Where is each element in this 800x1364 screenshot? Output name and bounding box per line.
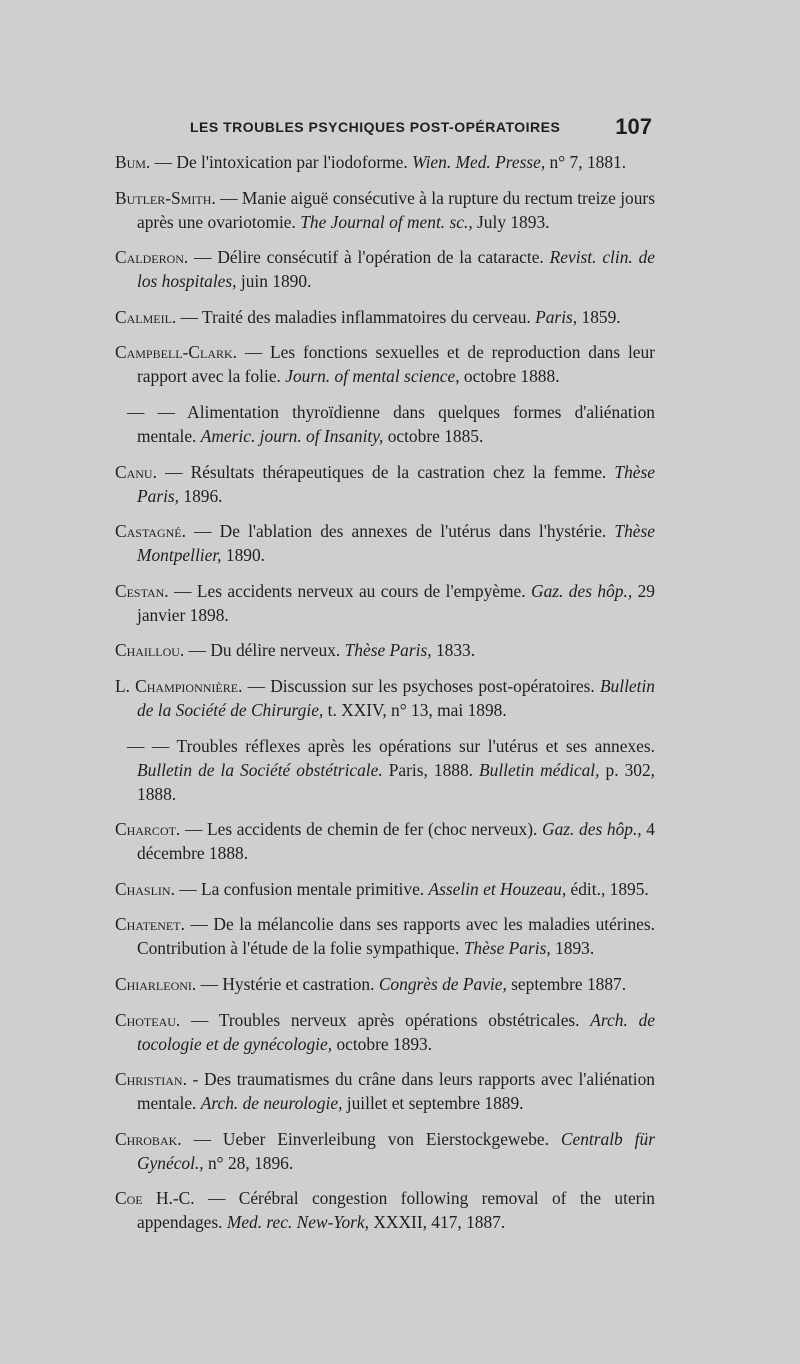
entry-author: Calderon. xyxy=(115,247,189,268)
bibliography-entry xyxy=(115,340,655,388)
entry-source: Thèse Paris, xyxy=(344,640,432,661)
bibliography-entry xyxy=(115,186,655,234)
bibliography-entry xyxy=(115,638,655,662)
entry-text: — Les accidents nerveux au cours de l'empyème. xyxy=(168,580,532,601)
entry-author: Chrobak. xyxy=(115,1128,182,1149)
entry-text: édit., 1895. xyxy=(566,878,649,899)
entry-source: Gaz. des hôp., xyxy=(531,580,633,601)
entry-author: Castagné. xyxy=(115,521,186,542)
entry-source: Asselin et Houzeau, xyxy=(428,878,567,899)
bibliography-entry xyxy=(115,1008,655,1056)
entry-source: Paris, xyxy=(535,306,578,327)
entry-source: Revist. clin. de los hospitales, xyxy=(137,247,656,292)
bibliography-entry xyxy=(115,817,655,865)
bibliography-entry xyxy=(115,579,655,627)
entry-author: Canu. xyxy=(115,461,157,482)
entry-text: octobre 1885. xyxy=(383,425,484,446)
entry-source: Med. rec. New-York, xyxy=(226,1212,369,1233)
entry-text: — Les accidents de chemin de fer (choc nerveux). xyxy=(180,819,543,840)
entry-source: Wien. Med. Presse, xyxy=(412,152,546,172)
entry-source: Journ. of mental science, xyxy=(285,366,460,387)
entry-text: 1833. xyxy=(431,640,476,661)
entry-source: Thèse Paris, xyxy=(463,938,551,959)
entry-author: — — xyxy=(127,401,175,422)
entry-text: juillet et septembre 1889. xyxy=(342,1093,524,1114)
bibliography-entry xyxy=(115,1127,655,1175)
entry-author: Cestan. xyxy=(115,580,169,601)
entry-text: - Des traumatismes du crâne dans leurs rapports avec l'aliénation mentale. xyxy=(137,1069,655,1114)
page-header xyxy=(112,116,652,140)
bibliography-entry xyxy=(115,877,655,901)
entry-text: juin 1890. xyxy=(236,271,312,292)
entry-text: p. 302, 1888. xyxy=(137,759,655,804)
entry-author: Charcot. xyxy=(115,819,181,840)
bibliography-entry xyxy=(115,305,655,329)
entry-author: Choteau. xyxy=(115,1009,181,1030)
entry-source: Thèse Montpellier, xyxy=(137,521,655,566)
entry-text: 1859. xyxy=(577,306,621,327)
entry-source: Congrès de Pavie, xyxy=(378,973,507,994)
entry-author: Chatenet. xyxy=(115,914,185,935)
bibliography-entry xyxy=(115,150,655,174)
entry-text: 1896. xyxy=(179,485,223,506)
entry-text: — Délire consécutif à l'opération de la cataracte. xyxy=(188,247,550,268)
entry-text: July 1893. xyxy=(472,211,550,232)
entry-author: Chaslin. xyxy=(115,878,175,899)
bibliography-entry xyxy=(115,912,655,960)
bibliography-entry xyxy=(115,1186,655,1234)
entry-text: septembre 1887. xyxy=(506,973,627,994)
entry-text: — Traité des maladies inflammatoires du cerveau. xyxy=(176,306,536,327)
bibliography-entry xyxy=(115,734,655,806)
entry-author: Butler-Smith. xyxy=(115,187,216,208)
bibliography-entry xyxy=(115,460,655,508)
entry-author: L. Championnière. xyxy=(115,675,243,696)
page-number: 107 xyxy=(615,114,652,139)
entry-text: — Du délire nerveux. xyxy=(184,640,345,661)
entry-source: Centralb für Gynécol., xyxy=(137,1128,655,1173)
entry-text: — Manie aiguë consécutive à la rupture du rectum treize jours après une ovariotomie. xyxy=(137,187,655,232)
bibliography-list xyxy=(115,150,655,1246)
entry-text: Troubles réflexes après les opérations sur l'utérus et ses annexes. xyxy=(169,735,655,756)
entry-source: Arch. de tocologie et de gynécologie, xyxy=(137,1009,655,1054)
bibliography-entry xyxy=(115,1067,655,1115)
entry-author: Campbell-Clark. xyxy=(115,342,238,363)
entry-text: 4 décembre 1888. xyxy=(137,819,655,864)
entry-text: — Hystérie et castration. xyxy=(196,973,379,994)
entry-source: Gaz. des hôp., xyxy=(542,819,642,840)
entry-author: — — xyxy=(127,735,170,756)
entry-author: Bum. xyxy=(115,152,151,172)
bibliography-entry xyxy=(115,519,655,567)
entry-source: Arch. de neurologie, xyxy=(200,1093,343,1114)
entry-source: Bulletin de la Société obstétricale. xyxy=(137,759,383,780)
entry-source: Bulletin médical, xyxy=(479,759,600,780)
entry-source: The Journal of ment. sc., xyxy=(300,211,473,232)
running-title: LES TROUBLES PSYCHIQUES POST-OPÉRATOIRES xyxy=(190,119,561,135)
entry-text: n° 7, 1881. xyxy=(545,152,627,172)
entry-author: Christian. xyxy=(115,1069,187,1090)
entry-text: 29 janvier 1898. xyxy=(137,580,655,625)
bibliography-entry xyxy=(115,674,655,722)
entry-text: octobre 1888. xyxy=(459,366,560,387)
entry-text: — De la mélancolie dans ses rapports avec les maladies utérines. Contribution à l'étude de la folie sympathique. xyxy=(137,914,655,959)
entry-text: 1893. xyxy=(550,938,595,959)
entry-text: — De l'ablation des annexes de l'utérus dans l'hystérie. xyxy=(185,521,615,542)
entry-text: — Cérébral congestion following removal of the uterin appendages. xyxy=(137,1188,655,1233)
entry-author: Calmeil. xyxy=(115,306,177,327)
entry-source: Thèse Paris, xyxy=(137,461,655,506)
entry-author: Coe H.-C. xyxy=(115,1188,195,1209)
entry-text: XXXII, 417, 1887. xyxy=(369,1212,506,1233)
entry-text: — Résultats thérapeutiques de la castration chez la femme. xyxy=(156,461,615,482)
entry-text: — Ueber Einverleibung von Eierstockgewebe. xyxy=(181,1128,561,1149)
entry-text: Paris, 1888. xyxy=(382,759,480,780)
entry-text: octobre 1893. xyxy=(332,1033,433,1054)
entry-text: — De l'intoxication par l'iodoforme. xyxy=(150,152,413,172)
bibliography-entry xyxy=(115,245,655,293)
bibliography-entry xyxy=(115,400,655,448)
entry-text: — La confusion mentale primitive. xyxy=(174,878,429,899)
bibliography-entry xyxy=(115,972,655,996)
entry-text: Alimentation thyroïdienne dans quelques formes d'aliénation mentale. xyxy=(137,401,655,446)
entry-text: n° 28, 1896. xyxy=(203,1152,294,1173)
entry-source: Americ. journ. of Insanity, xyxy=(200,425,384,446)
entry-text: — Troubles nerveux après opérations obstétricales. xyxy=(180,1009,591,1030)
entry-author: Chiarleoni. xyxy=(115,973,197,994)
entry-source: Bulletin de la Société de Chirurgie, xyxy=(137,675,655,720)
entry-text: t. XXIV, n° 13, mai 1898. xyxy=(323,699,507,720)
entry-text: — Discussion sur les psychoses post-opératoires. xyxy=(242,675,600,696)
entry-text: 1890. xyxy=(221,545,266,566)
entry-text: — Les fonctions sexuelles et de reproduction dans leur rapport avec la folie. xyxy=(137,342,655,387)
entry-author: Chaillou. xyxy=(115,640,185,661)
